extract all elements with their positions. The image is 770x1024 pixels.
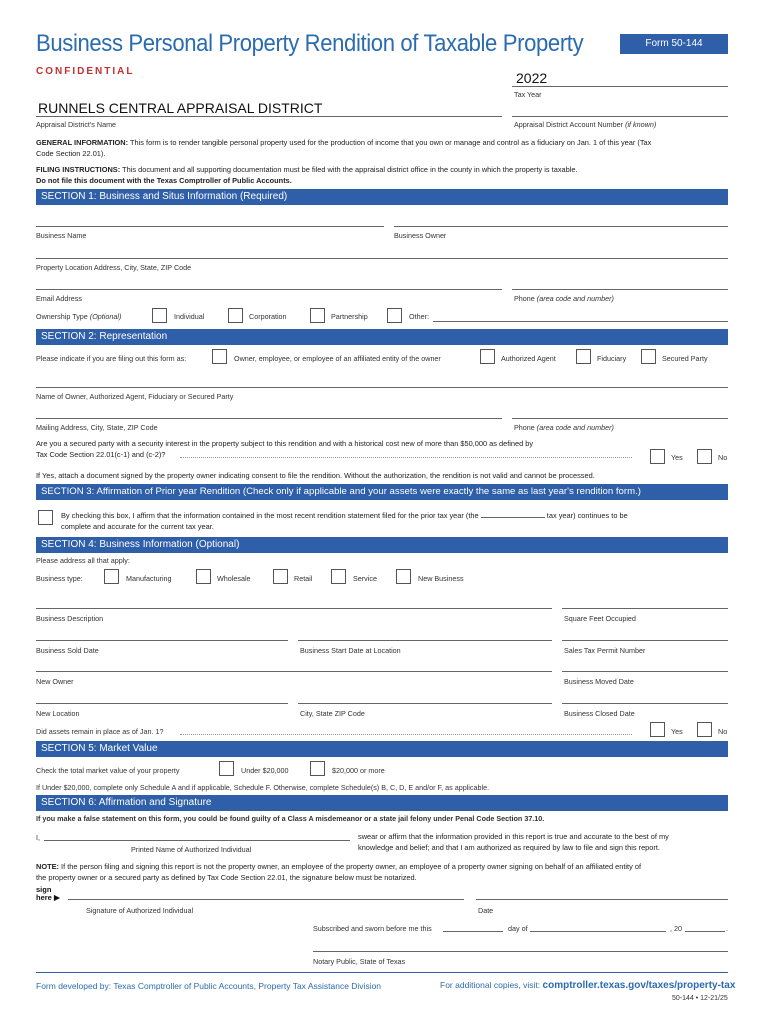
representative-name-label: Name of Owner, Authorized Agent, Fiduciary or Secured Party <box>36 392 234 401</box>
type-service-label: Service <box>353 574 377 583</box>
account-number-field[interactable] <box>512 116 728 117</box>
moved-date-field[interactable] <box>562 671 728 672</box>
secured-no-checkbox[interactable] <box>697 449 712 464</box>
business-name-label: Business Name <box>36 231 87 240</box>
under-20000-label: Under $20,000 <box>241 766 289 775</box>
tax-year-line <box>512 86 728 87</box>
if-yes-note: If Yes, attach a document signed by the property owner indicating consent to file the rendition. Without the authorization, the rendition is not valid and cannot be processed. <box>36 471 595 480</box>
address-all-label: Please address all that apply: <box>36 556 130 565</box>
district-name-value[interactable]: RUNNELS CENTRAL APPRAISAL DISTRICT <box>38 100 323 116</box>
section-3-header: SECTION 3: Affirmation of Prior year Rendition (Check only if applicable and your assets were exactly the same as last year's rendition form.) <box>36 484 728 500</box>
secured-question-leader <box>180 457 632 458</box>
section-1-header: SECTION 1: Business and Situs Information (Required) <box>36 189 728 205</box>
business-owner-field[interactable] <box>394 226 728 227</box>
ownership-partnership-label: Partnership <box>331 312 368 321</box>
secured-party-checkbox[interactable] <box>641 349 656 364</box>
over-20000-checkbox[interactable] <box>310 761 325 776</box>
closed-date-field[interactable] <box>562 703 728 704</box>
representative-phone-field[interactable] <box>512 418 728 419</box>
ownership-partnership-checkbox[interactable] <box>310 308 325 323</box>
type-manufacturing-label: Manufacturing <box>126 574 172 583</box>
signature-field[interactable] <box>68 899 464 900</box>
owner-employee-label: Owner, employee, or employee of an affiliated entity of the owner <box>234 354 441 363</box>
under-20000-checkbox[interactable] <box>219 761 234 776</box>
email-label: Email Address <box>36 294 82 303</box>
affirmation-checkbox[interactable] <box>38 510 53 525</box>
footer-copies: For additional copies, visit: comptroller.texas.gov/taxes/property-tax <box>440 980 736 991</box>
property-location-label: Property Location Address, City, State, ZIP Code <box>36 263 192 272</box>
form-title: Business Personal Property Rendition of Taxable Property <box>36 30 584 57</box>
property-location-field[interactable] <box>36 258 728 259</box>
filing-as-label: Please indicate if you are filing out this form as: <box>36 354 187 363</box>
signature-date-field[interactable] <box>476 899 728 900</box>
type-new-business-checkbox[interactable] <box>396 569 411 584</box>
over-20000-label: $20,000 or more <box>332 766 385 775</box>
remain-yes-label: Yes <box>671 727 683 736</box>
notary-year-field[interactable] <box>685 931 725 932</box>
notary-period: . <box>726 924 728 933</box>
prior-tax-year-field[interactable] <box>481 517 545 518</box>
type-manufacturing-checkbox[interactable] <box>104 569 119 584</box>
schedule-note: If Under $20,000, complete only Schedule A and if applicable, Schedule F. Otherwise, complete Schedule(s) B, C, D, E and/or F, as applicable. <box>36 783 490 792</box>
phone-label: Phone (area code and number) <box>514 294 614 303</box>
closed-date-label: Business Closed Date <box>564 709 635 718</box>
market-value-label: Check the total market value of your property <box>36 766 180 775</box>
start-date-label: Business Start Date at Location <box>300 646 401 655</box>
account-number-label: Appraisal District Account Number (if known) <box>514 120 657 129</box>
section-4-header: SECTION 4: Business Information (Optional) <box>36 537 728 553</box>
signature-date-label: Date <box>478 906 494 915</box>
business-description-field[interactable] <box>36 608 552 609</box>
type-wholesale-label: Wholesale <box>217 574 251 583</box>
fiduciary-checkbox[interactable] <box>576 349 591 364</box>
new-location-field[interactable] <box>36 703 288 704</box>
swear-text: swear or affirm that the information provided in this report is true and accurate to the best of my knowledge and belief; and that I am authorized as required by law to file and sign this report. <box>358 832 669 852</box>
mailing-address-field[interactable] <box>36 418 502 419</box>
sign-arrow-icon: ▶ <box>53 893 60 902</box>
type-retail-label: Retail <box>294 574 313 583</box>
new-owner-field[interactable] <box>36 671 552 672</box>
new-city-state-zip-field[interactable] <box>298 703 552 704</box>
remain-no-label: No <box>718 727 728 736</box>
secured-no-label: No <box>718 453 728 462</box>
square-feet-label: Square Feet Occupied <box>564 614 636 623</box>
section-2-header: SECTION 2: Representation <box>36 329 728 345</box>
footer-developed-by: Form developed by: Texas Comptroller of Public Accounts, Property Tax Assistance Division <box>36 981 382 991</box>
ownership-type-label: Ownership Type (Optional) <box>36 312 122 321</box>
business-name-field[interactable] <box>36 226 384 227</box>
ownership-other-field[interactable] <box>433 321 728 322</box>
owner-employee-checkbox[interactable] <box>212 349 227 364</box>
ownership-other-label: Other: <box>409 312 429 321</box>
ownership-corporation-checkbox[interactable] <box>228 308 243 323</box>
secured-yes-checkbox[interactable] <box>650 449 665 464</box>
moved-date-label: Business Moved Date <box>564 677 634 686</box>
secured-party-label: Secured Party <box>662 354 708 363</box>
business-owner-label: Business Owner <box>394 231 447 240</box>
remain-no-checkbox[interactable] <box>697 722 712 737</box>
type-service-checkbox[interactable] <box>331 569 346 584</box>
i-label: I, <box>36 833 40 842</box>
remain-yes-checkbox[interactable] <box>650 722 665 737</box>
fiduciary-label: Fiduciary <box>597 354 627 363</box>
notary-signature-field[interactable] <box>313 951 728 952</box>
printed-name-field[interactable] <box>44 840 350 841</box>
printed-name-label: Printed Name of Authorized Individual <box>131 845 252 854</box>
form-number-badge: Form 50-144 <box>620 34 728 54</box>
section-5-header: SECTION 5: Market Value <box>36 741 728 757</box>
tax-year-value[interactable]: 2022 <box>516 70 548 86</box>
mailing-address-label: Mailing Address, City, State, ZIP Code <box>36 423 158 432</box>
authorized-agent-checkbox[interactable] <box>480 349 495 364</box>
assets-remain-question: Did assets remain in place as of Jan. 1? <box>36 727 164 736</box>
assets-remain-leader <box>180 734 632 735</box>
sales-tax-label: Sales Tax Permit Number <box>564 646 646 655</box>
signature-label: Signature of Authorized Individual <box>86 906 194 915</box>
filing-instructions: FILING INSTRUCTIONS: This document and all supporting documentation must be filed with the appraisal district office in the county in which the property is taxable. Do not file this document with the Texas Comptroller of Public Accounts. <box>36 165 578 185</box>
general-information: GENERAL INFORMATION: This form is to render tangible personal property used for the production of income that you own or manage and control as a fiduciary on Jan. 1 of this year (Tax Code Section 22.01). <box>36 138 652 158</box>
email-field[interactable] <box>36 289 502 290</box>
section-6-header: SECTION 6: Affirmation and Signature <box>36 795 728 811</box>
type-retail-checkbox[interactable] <box>273 569 288 584</box>
subscribed-label: Subscribed and sworn before me this <box>313 924 432 933</box>
sold-date-field[interactable] <box>36 640 288 641</box>
comptroller-link[interactable]: comptroller.texas.gov/taxes/property-tax <box>542 980 736 991</box>
affirmation-text: By checking this box, I affirm that the information contained in the most recent rendition statement filed for the prior tax year (the tax year) continues to be complete and accurate for the current tax year. <box>61 511 628 531</box>
ownership-other-checkbox[interactable] <box>387 308 402 323</box>
notary-day-field[interactable] <box>443 931 503 932</box>
ownership-corporation-label: Corporation <box>249 312 287 321</box>
business-type-label: Business type: <box>36 574 83 583</box>
authorized-agent-label: Authorized Agent <box>501 354 556 363</box>
new-location-label: New Location <box>36 709 80 718</box>
new-owner-label: New Owner <box>36 677 74 686</box>
square-feet-field[interactable] <box>562 608 728 609</box>
footer-form-code: 50-144 • 12-21/25 <box>672 995 728 1002</box>
sales-tax-field[interactable] <box>562 640 728 641</box>
representative-name-field[interactable] <box>36 387 728 388</box>
ownership-individual-label: Individual <box>174 312 205 321</box>
notary-label: Notary Public, State of Texas <box>313 957 406 966</box>
secured-party-question: Are you a secured party with a security interest in the property subject to this rendition and with a historical cost new of more than $50,000 as defined by Tax Code Section 22.01(c-1) and (c-2)? <box>36 439 534 459</box>
sold-date-label: Business Sold Date <box>36 646 99 655</box>
ownership-individual-checkbox[interactable] <box>152 308 167 323</box>
district-name-line <box>36 116 502 117</box>
footer-rule <box>36 972 728 973</box>
district-name-label: Appraisal District's Name <box>36 120 117 129</box>
type-new-business-label: New Business <box>418 574 464 583</box>
phone-field[interactable] <box>512 289 728 290</box>
false-statement-warning: If you make a false statement on this form, you could be found guilty of a Class A misdemeanor or a state jail felony under Penal Code Section 37.10. <box>36 814 545 823</box>
notary-month-field[interactable] <box>530 931 666 932</box>
new-city-state-zip-label: City, State ZIP Code <box>300 709 365 718</box>
representative-phone-label: Phone (area code and number) <box>514 423 614 432</box>
confidential-label: CONFIDENTIAL <box>36 66 135 77</box>
start-date-field[interactable] <box>298 640 552 641</box>
comma-20-label: , 20 <box>670 924 682 933</box>
secured-yes-label: Yes <box>671 453 683 462</box>
sign-here-marker: sign here ▶ <box>36 885 60 902</box>
tax-year-label: Tax Year <box>514 90 542 99</box>
notary-note: NOTE: If the person filing and signing this report is not the property owner, an employee of the property owner, an employee of a property owner signing on behalf of an affiliated entity of the property owner or a secured party as defined by Tax Code Section 22.01, the signature below must be notarized. <box>36 862 642 882</box>
type-wholesale-checkbox[interactable] <box>196 569 211 584</box>
business-description-label: Business Description <box>36 614 104 623</box>
day-of-label: day of <box>508 924 528 933</box>
